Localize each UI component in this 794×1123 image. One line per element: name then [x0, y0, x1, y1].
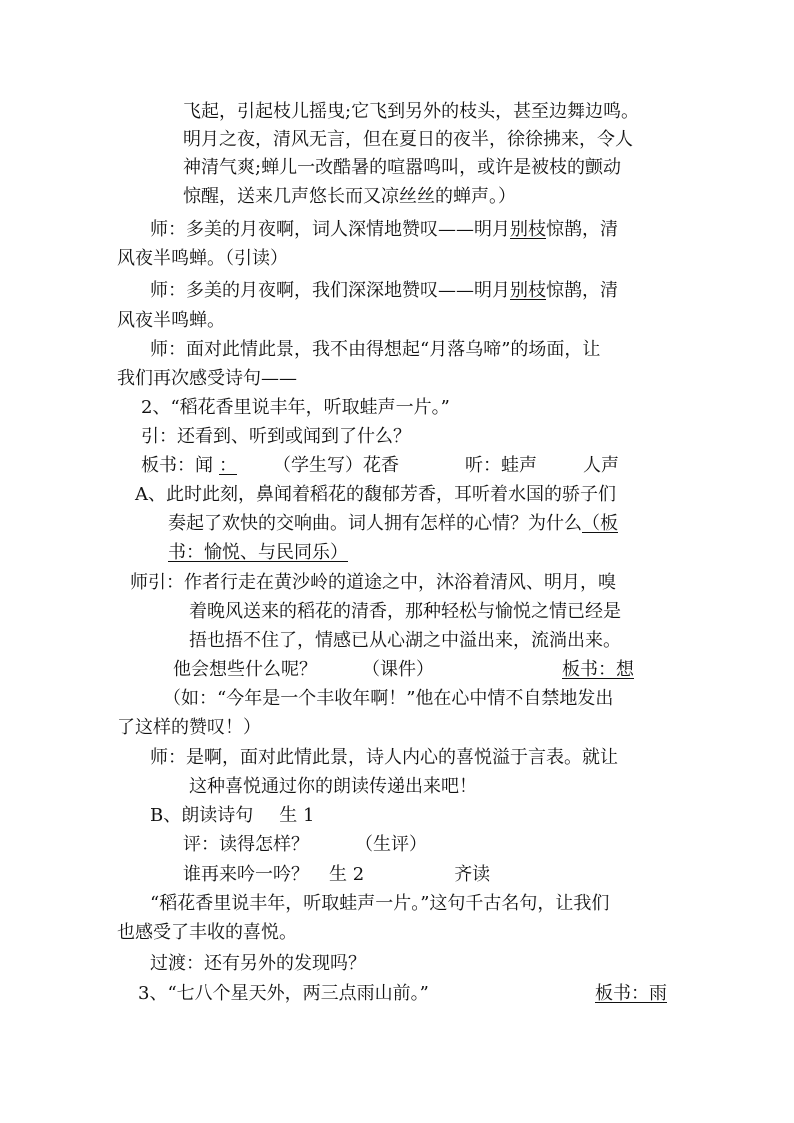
teacher2-underlined: 别枝: [510, 280, 546, 301]
itemA-line2-underlined: （板: [582, 513, 618, 534]
shiyin-line3: 捂也捂不住了，情感已从心湖之中溢出来，流淌出来。: [189, 630, 621, 651]
para1-line2: 明月之夜，清风无言，但在夏日的夜半，徐徐拂来，令人: [183, 129, 633, 150]
bb-wen: 板书：闻: [141, 455, 213, 476]
bb-xiang: 板书：想: [562, 659, 634, 680]
blackboard-line-1: [141, 455, 619, 477]
shiyin-line1: 师引：作者行走在黄沙岭的道途之中，沐浴着清风、明月，嗅: [130, 572, 616, 593]
teacher4-line1: 师：是啊，面对此情此景，诗人内心的喜悦溢于言表。就让: [150, 747, 618, 768]
section2-title: 2、“稻花香里说丰年，听取蛙声一片。”: [141, 397, 450, 418]
teacher4-line2: 这种喜悦通过你的朗读传递出来吧！: [189, 776, 477, 797]
itemB-heading: B、朗读诗句: [150, 805, 254, 826]
section3-title: 3、“七八个星天外，两三点雨山前。”: [138, 983, 429, 1004]
teacher2-text-end: 惊鹊，清: [546, 280, 618, 301]
teacher1-underlined: 别枝: [510, 219, 546, 240]
teacher1-text: 师：多美的月夜啊，词人深情地赞叹——明月: [150, 219, 510, 240]
evaluate-question: 评：读得怎样？: [183, 834, 309, 855]
shiyin-question: 他会想些什么呢？: [173, 659, 317, 680]
teacher-line-3: 师：面对此情此景，我不由得想起“月落乌啼”的场面，让: [150, 339, 601, 360]
again-question: 谁再来吟一吟？: [183, 864, 309, 885]
shiyin-line2: 着晚风送来的稻花的清香，那种轻松与愉悦之情已经是: [189, 601, 621, 622]
shiyin-line4: [173, 659, 634, 681]
bb-yu: 板书：雨: [595, 983, 667, 1004]
section2-prompt: 引：还看到、听到或闻到了什么？: [141, 426, 411, 447]
itemB-evaluate: [183, 834, 427, 856]
para1-line1: 飞起，引起枝儿摇曳;它飞到另外的枝头，甚至边舞边鸣。: [183, 101, 640, 122]
student-1: 生 1: [279, 805, 315, 826]
bb-huaxiang: （学生写）花香: [273, 455, 399, 476]
itemB-title: [150, 805, 314, 827]
teacher1-text-end: 惊鹊，清: [546, 219, 618, 240]
student-evaluate: （生评）: [355, 834, 427, 855]
example-line2: 了这样的赞叹！）: [117, 717, 261, 738]
itemB-again: [183, 864, 490, 886]
student-2: 生 2: [329, 864, 365, 885]
courseware-note: （课件）: [362, 659, 434, 680]
para1-line4: 惊醒，送来几声悠长而又凉丝丝的蝉声。）: [183, 186, 516, 207]
bb-rensheng: 人声: [583, 455, 619, 476]
teacher-line-1: [150, 219, 618, 241]
conclusion-line1: “稻花香里说丰年，听取蛙声一片。”这句千古名句，让我们: [150, 893, 610, 914]
itemA-line2-text: 奏起了欢快的交响曲。词人拥有怎样的心情？为什么: [168, 513, 582, 534]
teacher-line-3b: 我们再次感受诗句——: [117, 368, 297, 389]
itemA-line1: A、此时此刻，鼻闻着稻花的馥郁芳香，耳听着水国的骄子们: [135, 484, 616, 505]
teacher-line-2: [150, 280, 618, 302]
teacher2-text: 师：多美的月夜啊，我们深深地赞叹——明月: [150, 280, 510, 301]
example-line1: （如：“今年是一个丰收年啊！”他在心中情不自禁地发出: [163, 688, 614, 709]
teacher-line-1b: 风夜半鸣蝉。（引读）: [117, 248, 288, 269]
conclusion-line2: 也感受了丰收的喜悦。: [117, 922, 297, 943]
transition: 过渡：还有另外的发现吗？: [150, 953, 366, 974]
read-together: 齐读: [454, 864, 491, 885]
itemA-line2: [168, 513, 618, 535]
para1-line3: 神清气爽;蝉儿一改酷暑的喧嚣鸣叫，或许是被枝的颤动: [183, 157, 622, 178]
teacher-line-2b: 风夜半鸣蝉。: [117, 310, 225, 331]
itemA-line3: 书：愉悦、与民同乐）: [168, 542, 348, 563]
bb-ting: 听：蛙声: [465, 455, 537, 476]
bb-blank: ：: [219, 455, 237, 476]
